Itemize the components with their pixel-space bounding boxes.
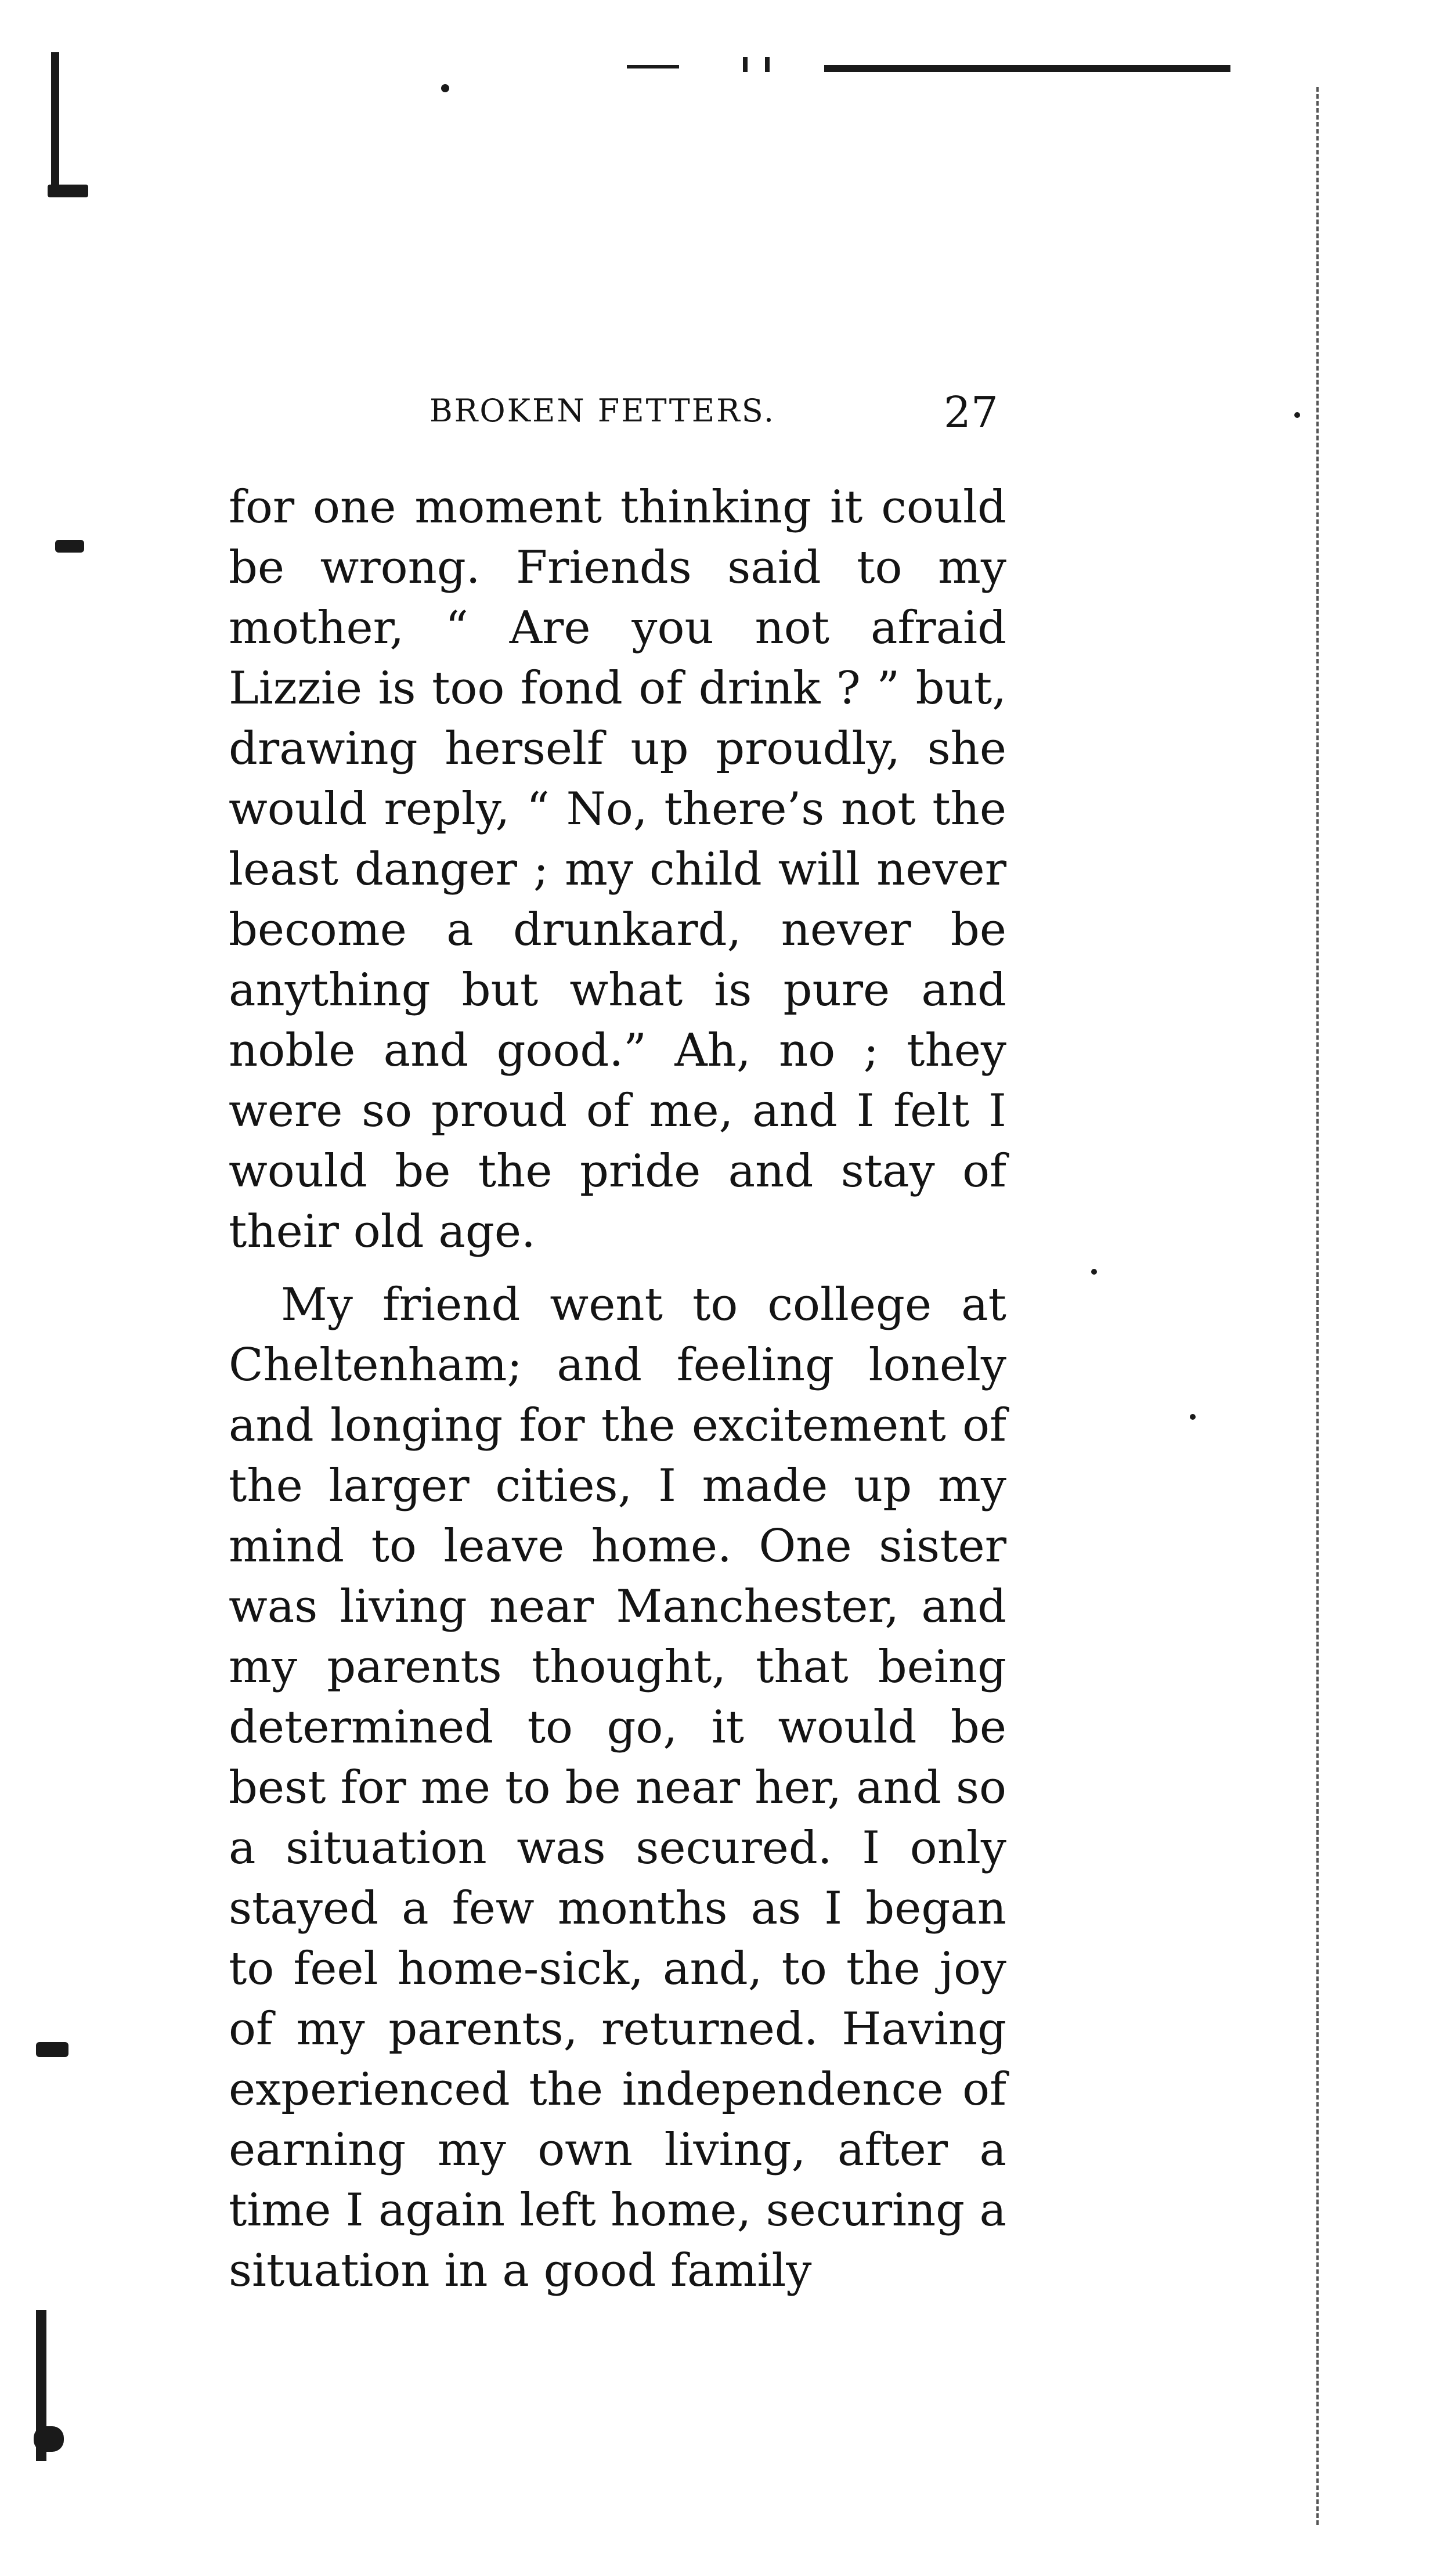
ink-speck [36, 2042, 68, 2057]
ink-speck [1294, 412, 1300, 418]
scan-edge-mark [743, 57, 770, 72]
body-text [229, 477, 1006, 2301]
ink-speck [55, 540, 84, 553]
binding-shadow-mark [48, 185, 88, 197]
page-number: 27 [943, 388, 998, 438]
running-title: BROKEN FETTERS. [429, 392, 776, 429]
binding-shadow-mark [51, 52, 59, 197]
scan-edge-mark [627, 65, 679, 68]
binding-shadow-mark [34, 2426, 64, 2452]
paragraph: for one moment thinking it could be wrong. Friends said to my mother, “ Are you not afraid Lizzie is too fond of drink ? ” but, drawing herself up proudly, she would reply, “ No, there’s not the least danger ; my child will never become a drunkard, never be anything but what is pure and noble and good.” Ah, no ; they were so proud of me, and I felt I would be the pride and stay of their old age. [229, 481, 1006, 1258]
running-head [429, 388, 998, 438]
ink-speck [441, 84, 449, 92]
paragraph: My friend went to college at Cheltenham; and feeling lonely and longing for the excitement of the larger cities, I made up my mind to leave home. One sister was living near Manchester, and my parents thought, that being determined to go, it would be best for me to be near her, and so a situation was secured. I only stayed a few months as I began to feel home-sick, and, to the joy of my parents, returned. Having experienced the independence of earning my own living, after a time I again left home, securing a situation in a good family [229, 1279, 1006, 2297]
page-edge-line [1316, 87, 1319, 2525]
ink-speck [1091, 1269, 1097, 1275]
ink-speck [1190, 1414, 1196, 1420]
scan-edge-mark [824, 65, 1230, 72]
